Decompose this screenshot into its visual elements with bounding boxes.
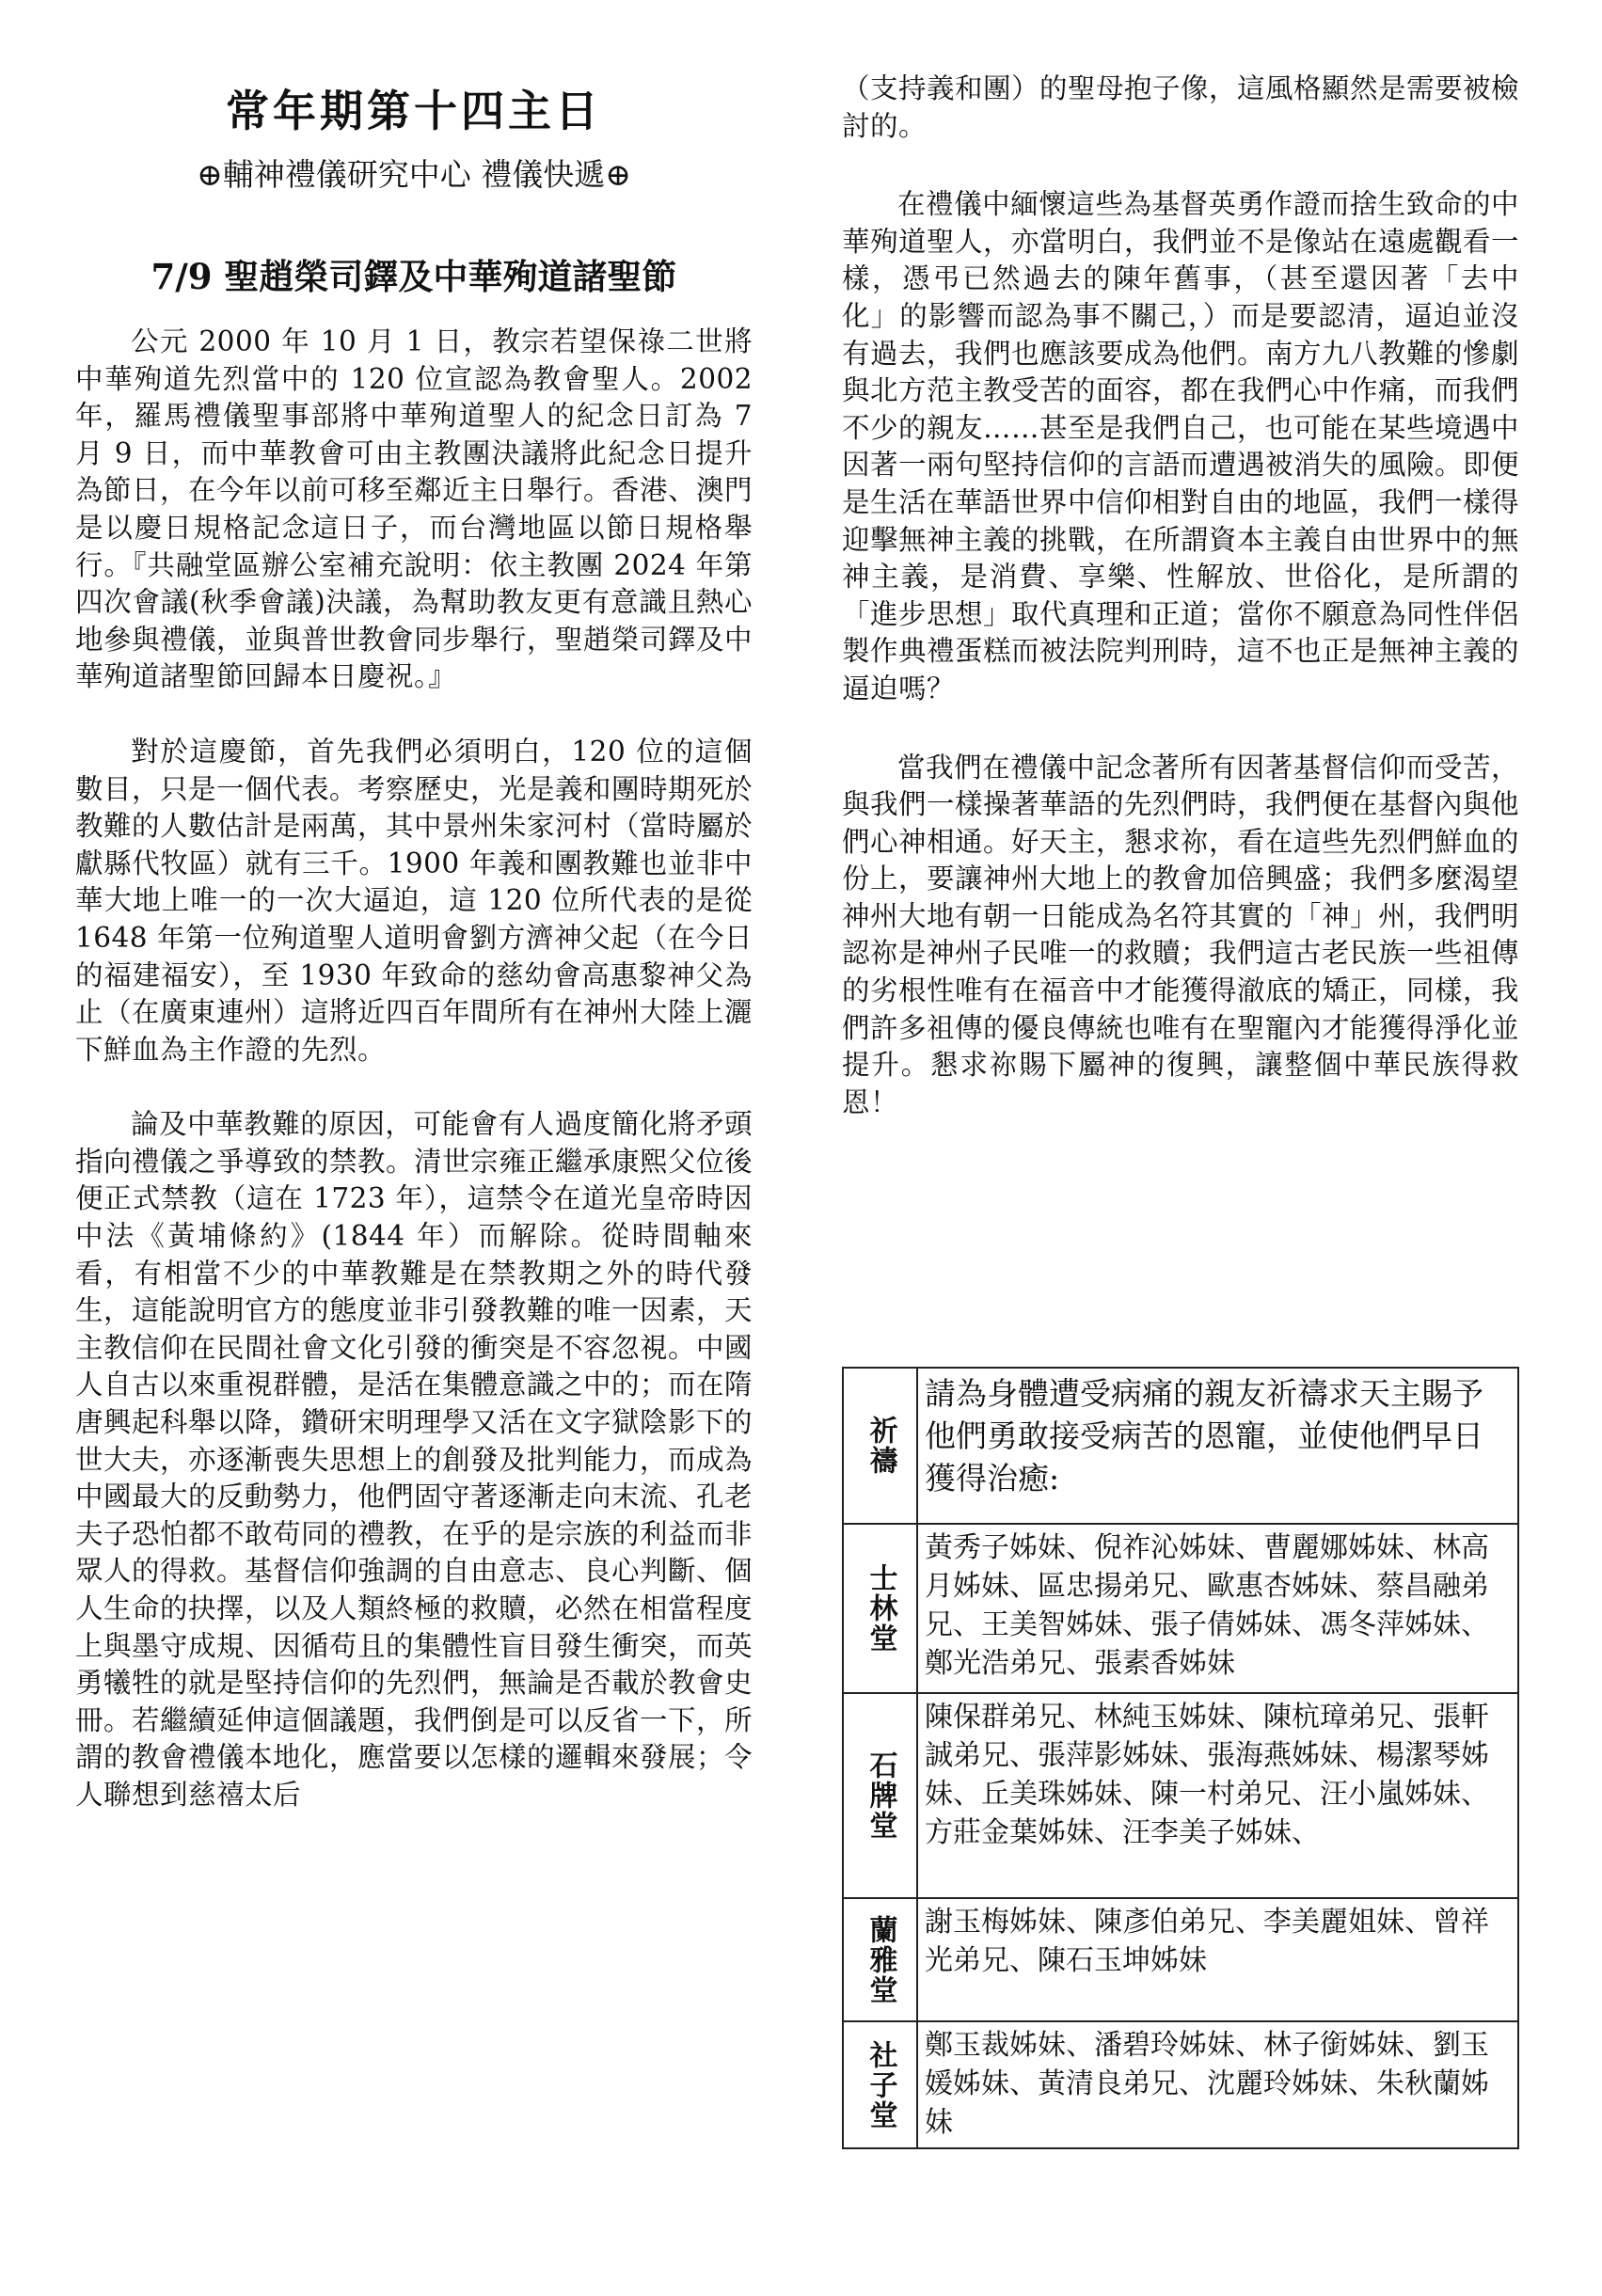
parish-row-lanya [844, 1897, 1517, 2020]
parish-row-shipai [844, 1692, 1517, 1897]
parish-label-shezi: 社子堂 [844, 2022, 918, 2147]
prayer-intro-text: 請為身體遭受病痛的親友祈禱求天主賜予他們勇敢接受病苦的恩寵，並使他們早日獲得治癒: [925, 1375, 1483, 1496]
paragraph-3: 論及中華教難的原因，可能會有人過度簡化將矛頭指向禮儀之爭導致的禁教。清世宗雍正繼承康熙父位後便正式禁教（這在 1723 年），這禁令在道光皇帝時因中法《黃埔條約》(1844 年）而解除。從時間軸來看，有相當不少的中華教難是在禁教期之外的時代發生，這能說明官方的態度並非引發教難的唯一因素，天主教信仰在民間社會文化引發的衝突是不容忽視。中國人自古以來重視群體，是活在集體意識之中的；而在隋唐興起科舉以降，鑽研宋明理學又活在文字獄陰影下的世大夫，亦逐漸喪失思想上的創發及批判能力，而成為中國最大的反動勢力，他們固守著逐漸走向末流、孔老夫子恐怕都不敢苟同的禮教，在乎的是宗族的利益而非眾人的得救。基督信仰強調的自由意志、良心判斷、個人生命的抉擇，以及人類終極的救贖，必然在相當程度上與墨守成規、因循苟且的集體性盲目發生衝突，而英勇犧牲的就是堅持信仰的先烈們，無論是否載於教會史冊。若繼續延伸這個議題，我們倒是可以反省一下，所謂的教會禮儀本地化，應當要以怎樣的邏輯來發展；令人聯想到慈禧太后 [75, 1108, 753, 1811]
parish-row-shezi [844, 2020, 1517, 2147]
prayer-intentions-box [842, 1367, 1519, 2149]
parish-names-shilin: 黃秀子姊妹、倪祚沁姊妹、曹麗娜姊妹、林高月姊妹、區忠揚弟兄、歐惠杏姊妹、蔡昌融弟兄、王美智姊妹、張子倩姊妹、馮冬萍姊妹、鄭光浩弟兄、張素香姊妹 [925, 1531, 1489, 1680]
parish-row-shilin [844, 1523, 1517, 1692]
right-column [842, 71, 1519, 1121]
parish-label-shilin: 士林堂 [844, 1525, 918, 1692]
paragraph-5: 當我們在禮儀中記念著所有因著基督信仰而受苦，與我們一樣操著華語的先烈們時，我們便在基督內與他們心神相通。好天主，懇求祢，看在這些先烈們鮮血的份上，要讓神州大地上的教會加倍興盛；我們多麼渴望神州大地有朝一日能成為名符其實的「神」州，我們明認祢是神州子民唯一的救贖；我們這古老民族一些祖傳的劣根性唯有在福音中才能獲得澈底的矯正，同樣，我們許多祖傳的優良傳統也唯有在聖寵內才能獲得淨化並提升。懇求祢賜下屬神的復興，讓整個中華民族得救恩！ [842, 751, 1520, 1118]
left-column [75, 85, 753, 1814]
parish-names-shipai: 陳保群弟兄、林純玉姊妹、陳杭璋弟兄、張軒誠弟兄、張萍影姊妹、張海燕姊妹、楊潔琴姊妹、丘美珠姊妹、陳一村弟兄、汪小嵐姊妹、方莊金葉姊妹、汪李美子姊妹、 [925, 1701, 1489, 1849]
prayer-intro-row [844, 1369, 1517, 1523]
page-title: 常年期第十四主日 [226, 86, 602, 136]
parish-label-shipai: 石牌堂 [844, 1694, 918, 1897]
parish-names-lanya: 謝玉梅姊妹、陳彥伯弟兄、李美麗姐妹、曾祥光弟兄、陳石玉坤姊妹 [925, 1906, 1489, 1977]
page-subtitle: ⊕輔神禮儀研究中心 禮儀快遞⊕ [197, 156, 631, 193]
parish-names-shezi: 鄭玉裁姊妹、潘碧玲姊妹、林子銜姊妹、劉玉媛姊妹、黃清良弟兄、沈麗玲姊妹、朱秋蘭姊妹 [925, 2029, 1489, 2139]
parish-label-lanya: 蘭雅堂 [844, 1899, 918, 2020]
article-body-left [75, 324, 753, 1814]
paragraph-2: 對於這慶節，首先我們必須明白，120 位的這個數目，只是一個代表。考察歷史，光是義和團時期死於教難的人數估計是兩萬，其中景州朱家河村（當時屬於獻縣代牧區）就有三千。1900 年義和團教難也並非中華大地上唯一的一次大逼迫，這 120 位所代表的是從 1648 年第一位殉道聖人道明會劉方濟神父起（在今日的福建福安），至 1930 年致命的慈幼會高惠黎神父為止（在廣東連州）這將近四百年間所有在神州大陸上灑下鮮血為主作證的先烈。 [75, 735, 753, 1066]
paragraph-4: 在禮儀中緬懷這些為基督英勇作證而捨生致命的中華殉道聖人，亦當明白，我們並不是像站在遠處觀看一樣，憑弔已然過去的陳年舊事，（甚至還因著「去中化」的影響而認為事不關己，）而是要認清，逼迫並沒有過去，我們也應該要成為他們。南方九八教難的慘劇與北方范主教受苦的面容，都在我們心中作痛，而我們不少的親友……甚至是我們自己，也可能在某些境遇中因著一兩句堅持信仰的言語而遭遇被消失的風險。即便是生活在華語世界中信仰相對自由的地區，我們一樣得迎擊無神主義的挑戰，在所謂資本主義自由世界中的無神主義，是消費、享樂、性解放、世俗化，是所謂的「進步思想」取代真理和正道；當你不願意為同性伴侶製作典禮蛋糕而被法院判刑時，這不也正是無神主義的逼迫嗎？ [842, 188, 1520, 705]
article-body-right [842, 71, 1519, 1121]
prayer-label: 祈禱 [844, 1369, 918, 1523]
feast-title: 7/9 聖趙榮司鐸及中華殉道諸聖節 [151, 256, 677, 297]
paragraph-1: 公元 2000 年 10 月 1 日，教宗若望保祿二世將中華殉道先烈當中的 120 位宣認為教會聖人。2002 年，羅馬禮儀聖事部將中華殉道聖人的紀念日訂為 7 月 9 日，而中華教會可由主教團決議將此紀念日提升為節日，在今年以前可移至鄰近主日舉行。香港、澳門是以慶日規格記念這日子，而台灣地區以節日規格舉行。『共融堂區辦公室補充說明：依主教團 2024 年第四次會議(秋季會議)決議，為幫助教友更有意識且熱心地參與禮儀，並與普世教會同步舉行，聖趙榮司鐸及中華殉道諸聖節回歸本日慶祝。』 [75, 325, 753, 693]
paragraph-continued: （支持義和團）的聖母抱子像，這風格顯然是需要被檢討的。 [842, 72, 1520, 142]
